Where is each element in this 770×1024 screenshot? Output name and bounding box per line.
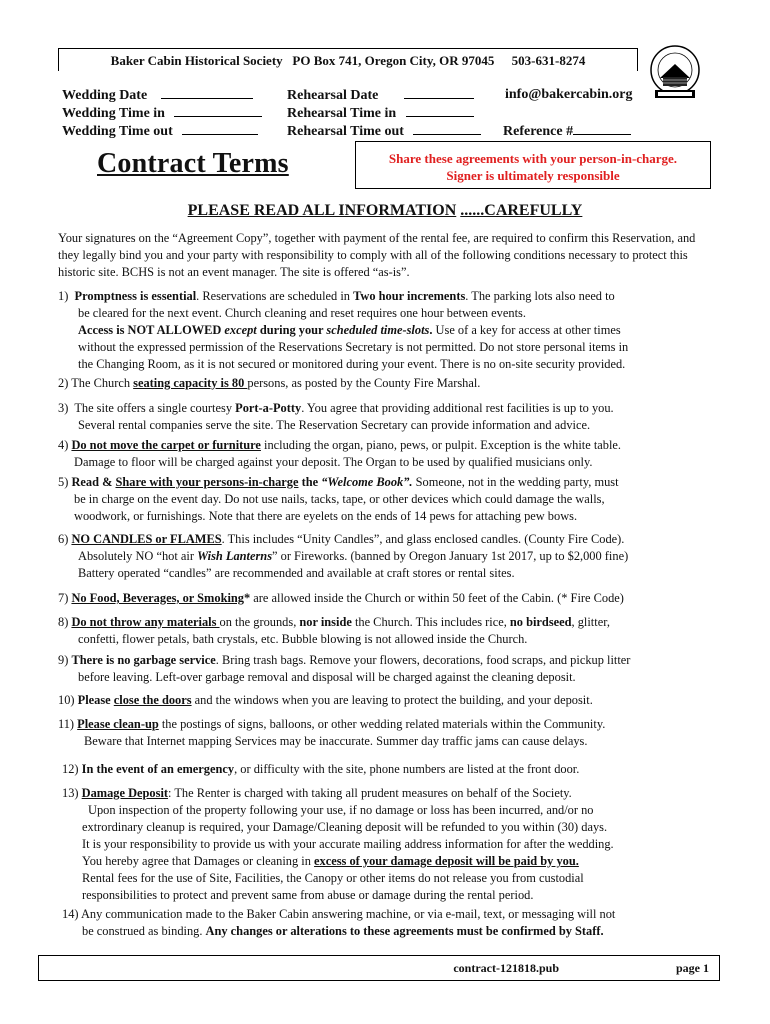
header-box: [58, 48, 638, 71]
heading-part-a: PLEASE READ ALL INFORMATION: [187, 202, 457, 219]
org-phone: 503-631-8274: [511, 53, 586, 68]
org-address: PO Box 741, Oregon City, OR 97045: [292, 53, 495, 68]
reference-field[interactable]: Reference #: [503, 122, 631, 141]
wedding-time-in-field[interactable]: Wedding Time in: [62, 104, 262, 123]
read-all-heading: [0, 202, 770, 220]
intro-paragraph: Your signatures on the “Agreement Copy”, together with payment of the rental fee, are required to confirm this Reservation, and they legally bind you and your party with responsibility to comply with all of the following conditions necessary to protect this historic site. BCHS is not an event manager. The site is offered “as-is”.: [58, 231, 696, 279]
footer-page-number: page 1: [676, 961, 709, 975]
clause-5: 5) Read & Share with your persons-in-charge the “Welcome Book”. Someone, not in the wedding party, must be in charge on the event day. Do not use nails, tacks, tape, or other devices which could damage the walls, woodwork, or furnishings. Note that there are eyelets on the ends of 14 pews for attaching pew bows.: [58, 475, 619, 523]
rehearsal-time-out-field[interactable]: Rehearsal Time out: [287, 122, 481, 141]
header-line: [59, 53, 637, 69]
rehearsal-time-out-blank[interactable]: [413, 122, 481, 135]
clause-9: 9) There is no garbage service. Bring trash bags. Remove your flowers, decorations, food scraps, and pickup litter before leaving. Left-over garbage removal and disposal will be charged against the cleaning deposit.: [58, 653, 631, 684]
clause-12: 12) In the event of an emergency, or difficulty with the site, phone numbers are listed at the front door.: [62, 762, 580, 776]
wedding-date-blank[interactable]: [161, 86, 253, 99]
notice-box: [355, 141, 711, 189]
rehearsal-time-in-field[interactable]: Rehearsal Time in: [287, 104, 474, 123]
clause-13: 13) Damage Deposit: The Renter is charged with taking all prudent measures on behalf of the Society. Upon inspection of the property following your use, if no damage or loss has been incurred, and/or no extrordinary cleanup is required, your Damage/Cleaning deposit will be refunded to you within (30) days. It is your responsibility to provide us with your accurate mailing address information for after the wedding. You hereby agree that Damages or cleaning in excess of your damage deposit will be paid by you. Rental fees for the use of Site, Facilities, the Canopy or other items do not release you from custodial responsibilities to protect and prevent same from abuse or damage during the rental period.: [62, 786, 614, 902]
notice-line-2: Signer is ultimately responsible: [446, 168, 620, 183]
clause-7: 7) No Food, Beverages, or Smoking* are allowed inside the Church or within 50 feet of the Cabin. (* Fire Code): [58, 591, 624, 605]
clause-11: 11) Please clean-up the postings of signs, balloons, or other wedding related materials within the Community. Beware that Internet mapping Services may be inaccurate. Summer day traffic jams can cause delays.: [58, 717, 606, 748]
wedding-time-out-blank[interactable]: [182, 122, 258, 135]
clause-6: 6) NO CANDLES or FLAMES. This includes “Unity Candles”, and glass enclosed candles. (County Fire Code). Absolutely NO “hot air Wish Lanterns” or Fireworks. (banned by Oregon January 1st 2017, up to $2,000 fine) Battery operated “candles” are recommended and available at craft stores or rental sites.: [58, 532, 629, 580]
wedding-date-field[interactable]: Wedding Date: [62, 86, 253, 105]
baker-cabin-logo: [646, 44, 704, 102]
clause-14: 14) Any communication made to the Baker Cabin answering machine, or via e-mail, text, or messaging will not be construed as binding. Any changes or alterations to these agreements must be confirmed by Staff.: [62, 907, 616, 938]
rehearsal-time-in-blank[interactable]: [406, 104, 474, 117]
clause-10: 10) Please close the doors and the windows when you are leaving to protect the building, and your deposit.: [58, 693, 593, 707]
org-name: Baker Cabin Historical Society: [110, 53, 283, 68]
clause-8: 8) Do not throw any materials on the grounds, nor inside the Church. This includes rice, no birdseed, glitter, confetti, flower petals, bath crystals, etc. Bubble blowing is not allowed inside the Church.: [58, 615, 610, 646]
email-address[interactable]: info@bakercabin.org: [505, 87, 633, 102]
heading-part-b: ......CAREFULLY: [460, 202, 583, 219]
wedding-time-in-blank[interactable]: [174, 104, 262, 117]
clause-1: 1) Promptness is essential. Reservations are scheduled in Two hour increments. The parking lots also need to be cleared for the next event. Church cleaning and reset requires one hour between events. Access is NOT ALLOWED except during your scheduled time-slots. Use of a key for access at other times without the expressed permission of the Reservations Secretary is not permitted. Do not store personal items in the Changing Room, as it is not secured or monitored during your event. There is no on-site security provided.: [58, 289, 629, 371]
clause-4: 4) Do not move the carpet or furniture including the organ, piano, pews, or pulpit. Exception is the white table. Damage to floor will be charged against your deposit. The Organ to be used by qualified musicians only.: [58, 438, 621, 469]
footer-filename: contract-121818.pub: [453, 961, 559, 975]
reference-blank[interactable]: [573, 122, 631, 135]
footer-box: [38, 955, 720, 981]
clause-3: 3) The site offers a single courtesy Port-a-Potty. You agree that providing additional rest facilities is up to you. Several rental companies serve the site. The Reservation Secretary can provide information and advice.: [58, 401, 614, 432]
notice-line-1: Share these agreements with your person-in-charge.: [388, 151, 678, 166]
wedding-time-out-field[interactable]: Wedding Time out: [62, 122, 258, 141]
page-title: Contract Terms: [97, 148, 289, 179]
rehearsal-date-field[interactable]: Rehearsal Date: [287, 86, 474, 105]
clause-2: 2) The Church seating capacity is 80 persons, as posted by the County Fire Marshal.: [58, 376, 481, 390]
rehearsal-date-blank[interactable]: [404, 86, 474, 99]
